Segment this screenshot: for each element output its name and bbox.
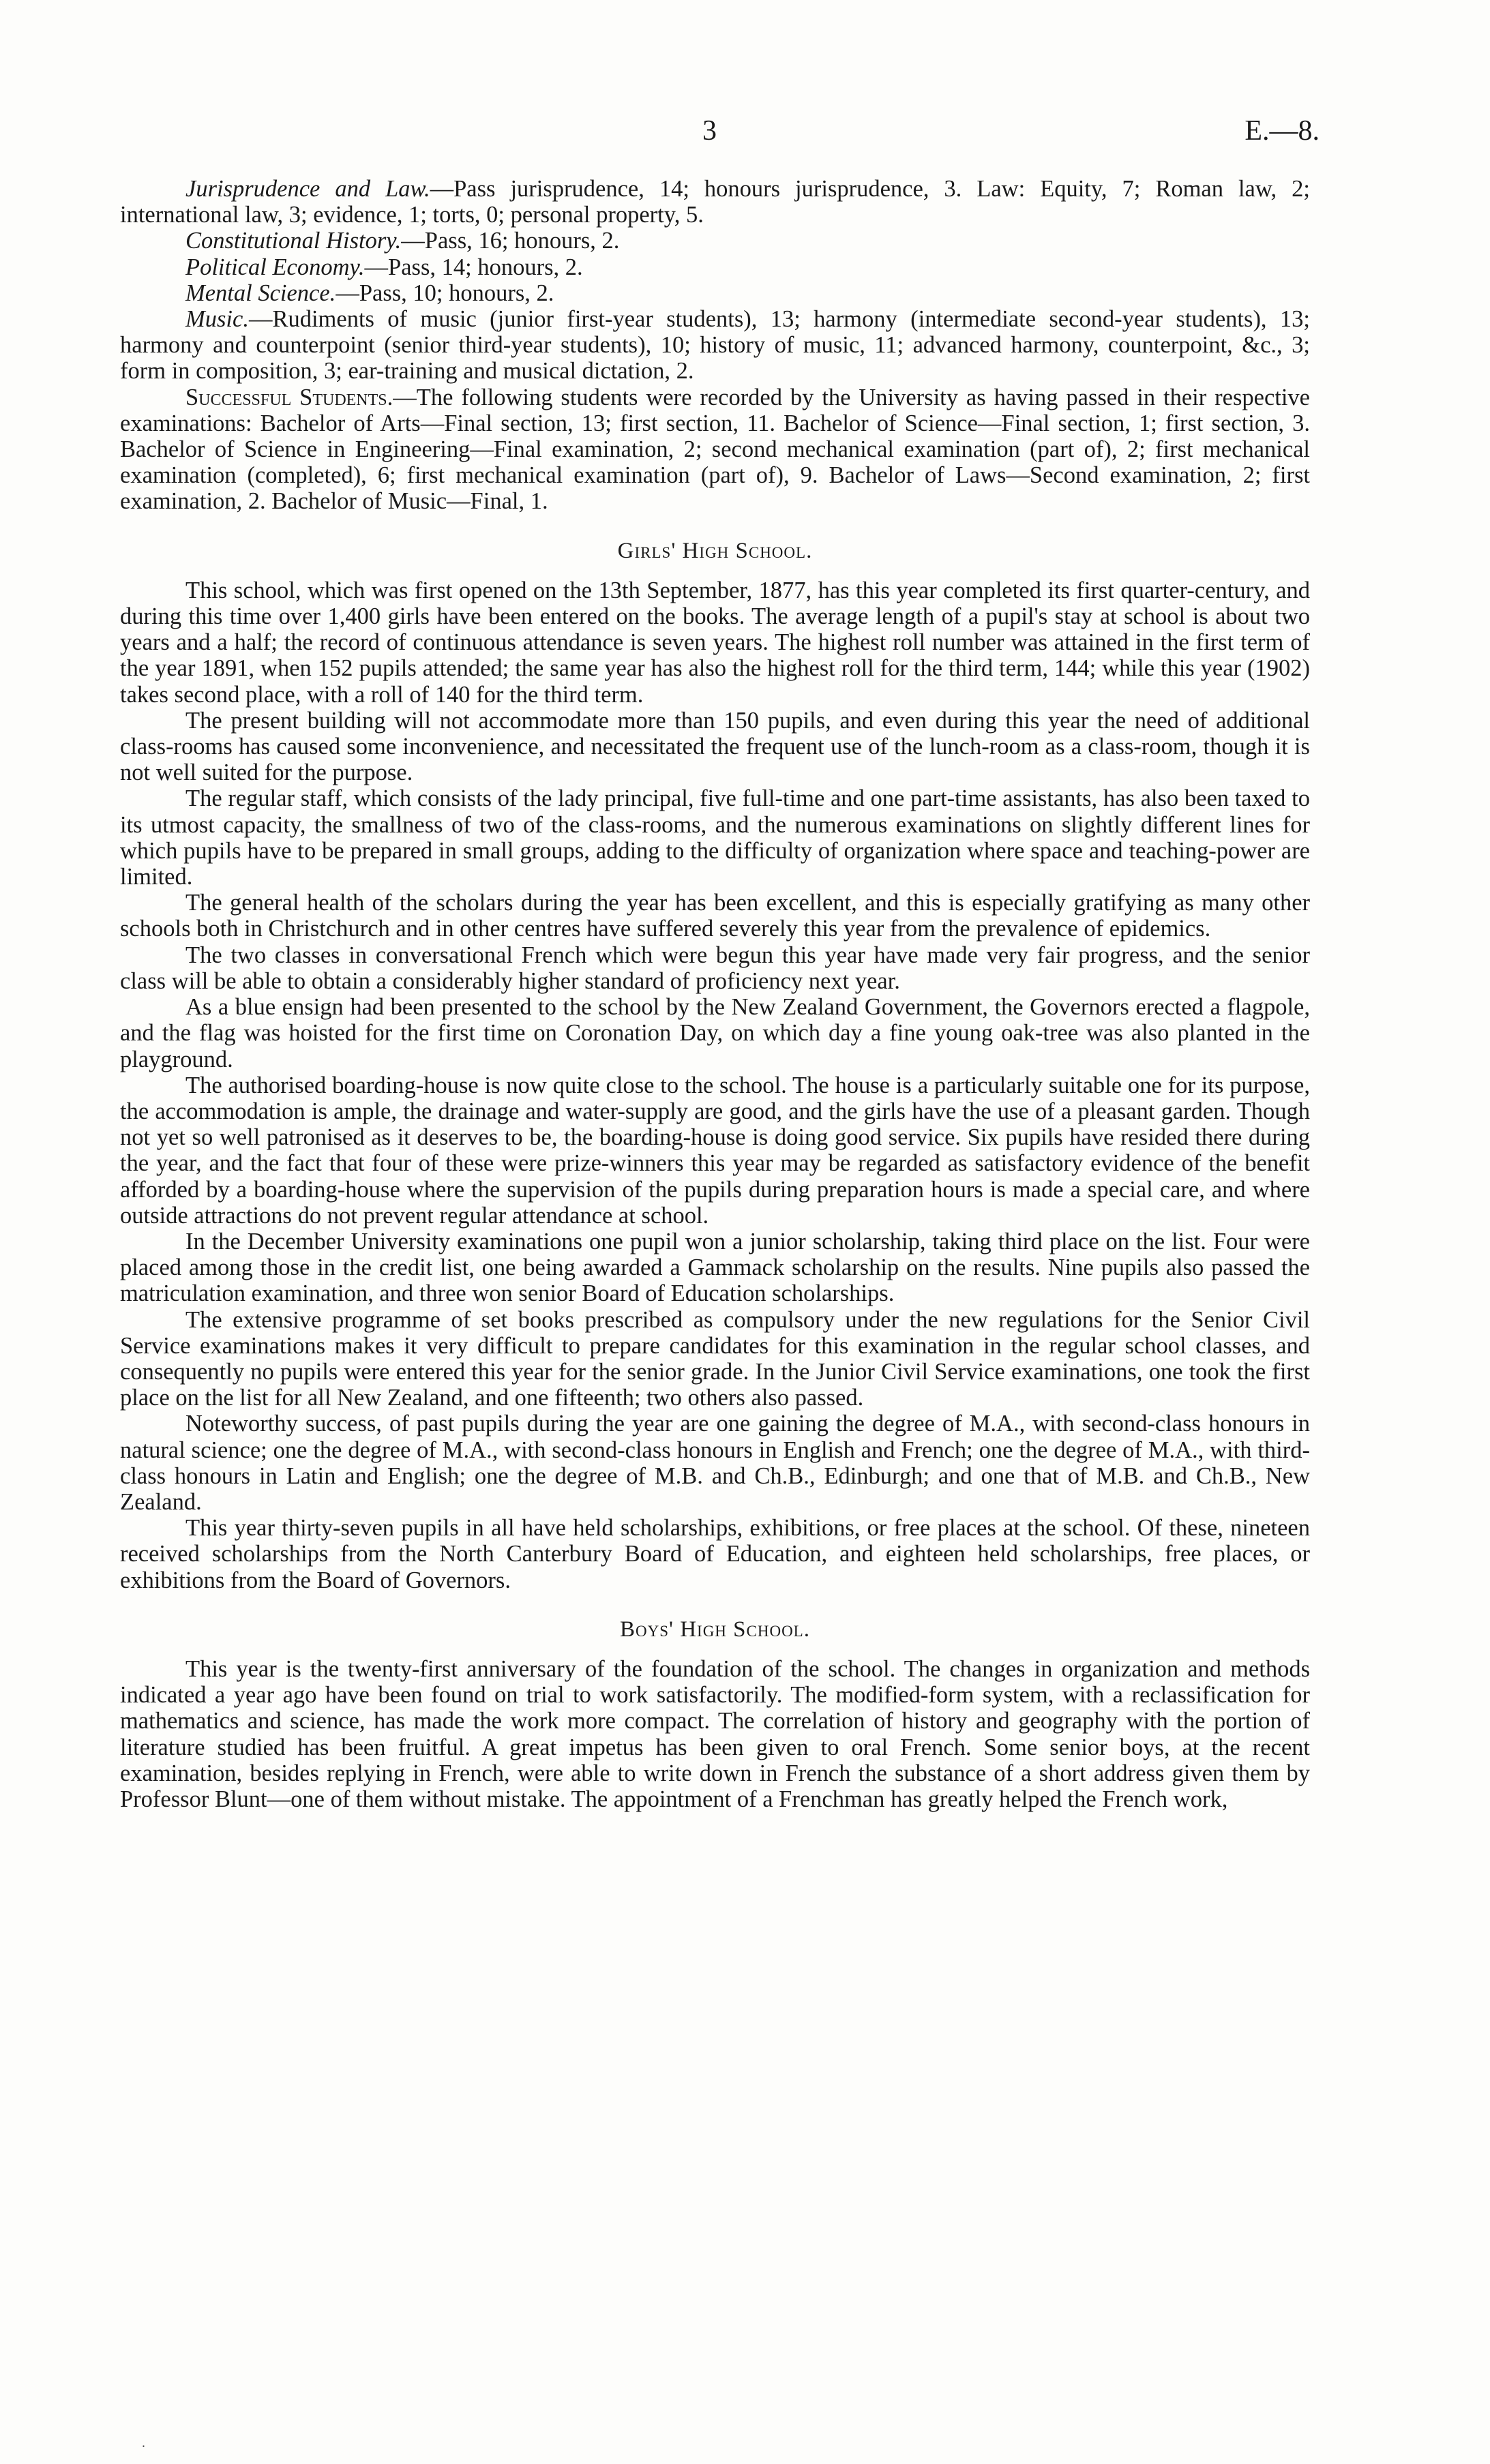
girls-paragraph: The extensive programme of set books prescribed as compulsory under the new regulations for the Senior Civil Service examinations makes it very difficult to prepare candidates for this examination in the regular school classes, and consequently no pupils were entered this year for the senior grade. In the Junior Civil Service examinations, one took the first place on the list for all New Zealand, and one fifteenth; two others also passed.: [120, 1306, 1310, 1411]
subject-lead: Political Economy.: [185, 254, 365, 280]
successful-students-paragraph: [120, 385, 1310, 515]
successful-students-lead: Successful Students.: [185, 384, 393, 410]
subject-text: —Pass, 16; honours, 2.: [401, 228, 620, 254]
subject-lead: Constitutional History.: [185, 228, 402, 254]
girls-paragraph: The authorised boarding-house is now quite close to the school. The house is a particularly suitable one for its purpose, the accommodation is ample, the drainage and water-supply are good, and the girls have the use of a pleasant garden. Though not yet so well patronised as it deserves to be, the boarding-house is doing good service. Six pupils have resided there during the year, and the fact that four of these were prize-winners this year may be regarded as satisfactory evidence of the benefit afforded by a boarding-house where the supervision of the pupils during preparation hours is made a special care, and where outside attractions do not prevent regular attendance at school.: [120, 1072, 1310, 1229]
subject-paragraph: [120, 176, 1310, 228]
subject-lead: Mental Science.: [185, 280, 336, 306]
subject-paragraph: [120, 306, 1310, 385]
girls-paragraph: The general health of the scholars during the year has been excellent, and this is especially gratifying as many other schools both in Christchurch and in other centres have suffered severely this year from the prevalence of epidemics.: [120, 890, 1310, 942]
girls-paragraph: The regular staff, which consists of the lady principal, five full-time and one part-time assistants, has also been taxed to its utmost capacity, the smallness of two of the class-rooms, and the numerous examinations on slightly different lines for which pupils have to be prepared in small groups, adding to the difficulty of organization where space and teaching-power are limited.: [120, 785, 1310, 890]
subject-paragraph: [120, 228, 1310, 254]
successful-students-text: —The following students were recorded by the University as having passed in their respective examinations: Bachelor of Arts—Final section, 13; first section, 11. Bachelor of Science—Final section, 1; first section, 3. Bachelor of Science in Engineering—Final examination, 2; second mechanical examination (part of), 2; first mechanical examination (completed), 6; first mechanical examination (part of), 9. Bachelor of Laws—Second examination, 2; first examination, 2. Bachelor of Music—Final, 1.: [120, 384, 1310, 515]
girls-paragraph: This school, which was first opened on the 13th September, 1877, has this year completed its first quarter-century, and during this time over 1,400 girls have been entered on the books. The average length of a pupil's stay at school is about two years and a half; the record of continuous attendance is seven years. The highest roll number was attained in the first term of the year 1891, when 152 pupils attended; the same year has also the highest roll for the third term, 144; while this year (1902) takes second place, with a roll of 140 for the third term.: [120, 577, 1310, 708]
subject-lead: Music.: [185, 306, 249, 333]
boys-paragraph: This year is the twenty-first anniversary of the foundation of the school. The changes in organization and methods indicated a year ago have been found on trial to work satisfactorily. The modified-form system, with a reclassification for mathematics and science, has made the work more compact. The correlation of history and geography with the portion of literature studied has been fruitful. A great impetus has been given to oral French. Some senior boys, at the recent examination, besides replying in French, were able to write down in French the substance of a short address given them by Professor Blunt—one of them without mistake. The appointment of a Frenchman has greatly helped the French work,: [120, 1655, 1310, 1812]
subject-lead: Jurisprudence and Law.: [185, 176, 430, 202]
girls-paragraph: In the December University examinations one pupil won a junior scholarship, taking third place on the list. Four were placed among those in the credit list, one being awarded a Gammack scholarship on the results. Nine pupils also passed the matriculation examination, and three won senior Board of Education scholarships.: [120, 1228, 1310, 1307]
subject-text: —Pass jurisprudence, 14; honours jurisprudence, 3. Law: Equity, 7; Roman law, 2; international law, 3; evidence, 1; torts, 0; personal property, 5.: [120, 176, 1310, 228]
girls-paragraph: This year thirty-seven pupils in all have held scholarships, exhibitions, or free places at the school. Of these, nineteen received scholarships from the North Canterbury Board of Education, and eighteen held scholarships, free places, or exhibitions from the Board of Governors.: [120, 1515, 1310, 1593]
girls-paragraph: The two classes in conversational French which were begun this year have made very fair progress, and the senior class will be able to obtain a considerably higher standard of proficiency next year.: [120, 942, 1310, 994]
footer-mark: .: [142, 2435, 145, 2450]
subject-paragraph: [120, 280, 1310, 306]
page-body: [120, 176, 1310, 1812]
boys-high-school-heading: Boys' High School.: [619, 1617, 810, 1642]
girls-paragraph: The present building will not accommodate more than 150 pupils, and even during this year the need of additional class-rooms has caused some inconvenience, and necessitated the frequent use of the lunch-room as a class-room, though it is not well suited for the purpose.: [120, 707, 1310, 786]
girls-paragraph: Noteworthy success, of past pupils during the year are one gaining the degree of M.A., with second-class honours in natural science; one the degree of M.A., with second-class honours in English and French; one the degree of M.A., with third-class honours in Latin and English; one the degree of M.B. and Ch.B., Edinburgh; and one that of M.B. and Ch.B., New Zealand.: [120, 1411, 1310, 1515]
subject-text: —Pass, 10; honours, 2.: [336, 280, 554, 306]
girls-paragraph: As a blue ensign had been presented to the school by the New Zealand Government, the Governors erected a flagpole, and the flag was hoisted for the first time on Coronation Day, on which day a fine young oak-tree was also planted in the playground.: [120, 994, 1310, 1072]
page-reference: E.—8.: [1245, 115, 1320, 147]
page-number: 3: [702, 115, 717, 147]
page-header: [0, 115, 1490, 155]
girls-high-school-heading: Girls' High School.: [617, 538, 813, 563]
subject-paragraph: [120, 254, 1310, 280]
subject-text: —Rudiments of music (junior first-year students), 13; harmony (intermediate second-year students), 13; harmony and counterpoint (senior third-year students), 10; history of music, 11; advanced harmony, counterpoint, &c., 3; form in composition, 3; ear-training and musical dictation, 2.: [120, 306, 1310, 385]
subject-text: —Pass, 14; honours, 2.: [364, 254, 583, 280]
